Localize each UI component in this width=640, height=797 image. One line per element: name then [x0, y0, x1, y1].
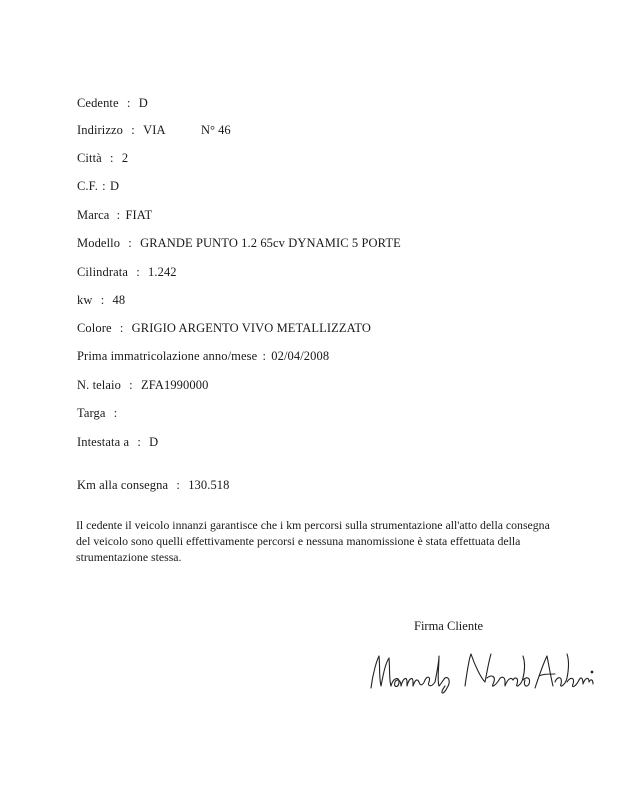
- field-marca: Marca : FIAT: [77, 208, 153, 222]
- field-label: Prima immatricolazione anno/mese: [77, 349, 258, 363]
- field-label: Modello: [77, 236, 121, 250]
- field-label: Città: [77, 151, 102, 165]
- declaration-paragraph: Il cedente il veicolo innanzi garantisce che i km percorsi sulla strumentazione all'atto della consegna del veicolo sono quelli effettivamente percorsi e nessuna manomissione è stata effettuata della strumentazione stessa.: [76, 518, 550, 564]
- field-value: 2: [121, 151, 129, 165]
- field-kw: kw : 48: [77, 293, 126, 307]
- field-value: 130.518: [188, 478, 230, 492]
- field-value: 48: [112, 293, 126, 307]
- field-citta: Città : 2: [77, 151, 129, 165]
- field-label: Km alla consegna: [77, 478, 169, 492]
- street-number: N° 46: [201, 123, 231, 137]
- field-label: Targa: [77, 406, 106, 420]
- field-label: Cilindrata: [77, 265, 128, 279]
- handwritten-signature: [365, 642, 595, 698]
- field-prima-immatricolazione: Prima immatricolazione anno/mese : 02/04/2008: [77, 349, 330, 363]
- field-km-consegna: Km alla consegna : 130.518: [77, 478, 230, 492]
- field-intestata: Intestata a : D: [77, 435, 159, 449]
- field-value: 1.242: [148, 265, 177, 279]
- field-label: Intestata a: [77, 435, 130, 449]
- field-label: Indirizzo: [77, 123, 124, 137]
- signature-label: Firma Cliente: [414, 619, 484, 633]
- field-label: Cedente: [77, 96, 119, 110]
- field-value: GRIGIO ARGENTO VIVO METALLIZZATO: [131, 321, 371, 335]
- field-value: 02/04/2008: [271, 349, 330, 363]
- field-cedente: Cedente : D: [77, 96, 148, 110]
- field-colore: Colore : GRIGIO ARGENTO VIVO METALLIZZATO: [77, 321, 371, 335]
- field-cf: C.F. : D: [77, 179, 120, 193]
- field-modello: Modello : GRANDE PUNTO 1.2 65cv DYNAMIC 5 PORTE: [77, 236, 401, 250]
- field-targa: Targa :: [77, 406, 118, 420]
- field-cilindrata: Cilindrata : 1.242: [77, 265, 177, 279]
- field-value: D: [109, 179, 120, 193]
- field-telaio: N. telaio : ZFA1990000: [77, 378, 209, 392]
- field-value: VIA: [143, 123, 166, 137]
- field-label: Marca: [77, 208, 110, 222]
- field-value: ZFA1990000: [140, 378, 209, 392]
- field-label: kw: [77, 293, 93, 307]
- field-value: D: [149, 435, 159, 449]
- field-value: FIAT: [125, 208, 153, 222]
- field-label: C.F.: [77, 179, 98, 193]
- field-label: N. telaio: [77, 378, 121, 392]
- field-indirizzo: Indirizzo : VIA: [77, 123, 166, 137]
- field-value: GRANDE PUNTO 1.2 65cv DYNAMIC 5 PORTE: [140, 236, 401, 250]
- field-value: D: [138, 96, 148, 110]
- field-label: Colore: [77, 321, 112, 335]
